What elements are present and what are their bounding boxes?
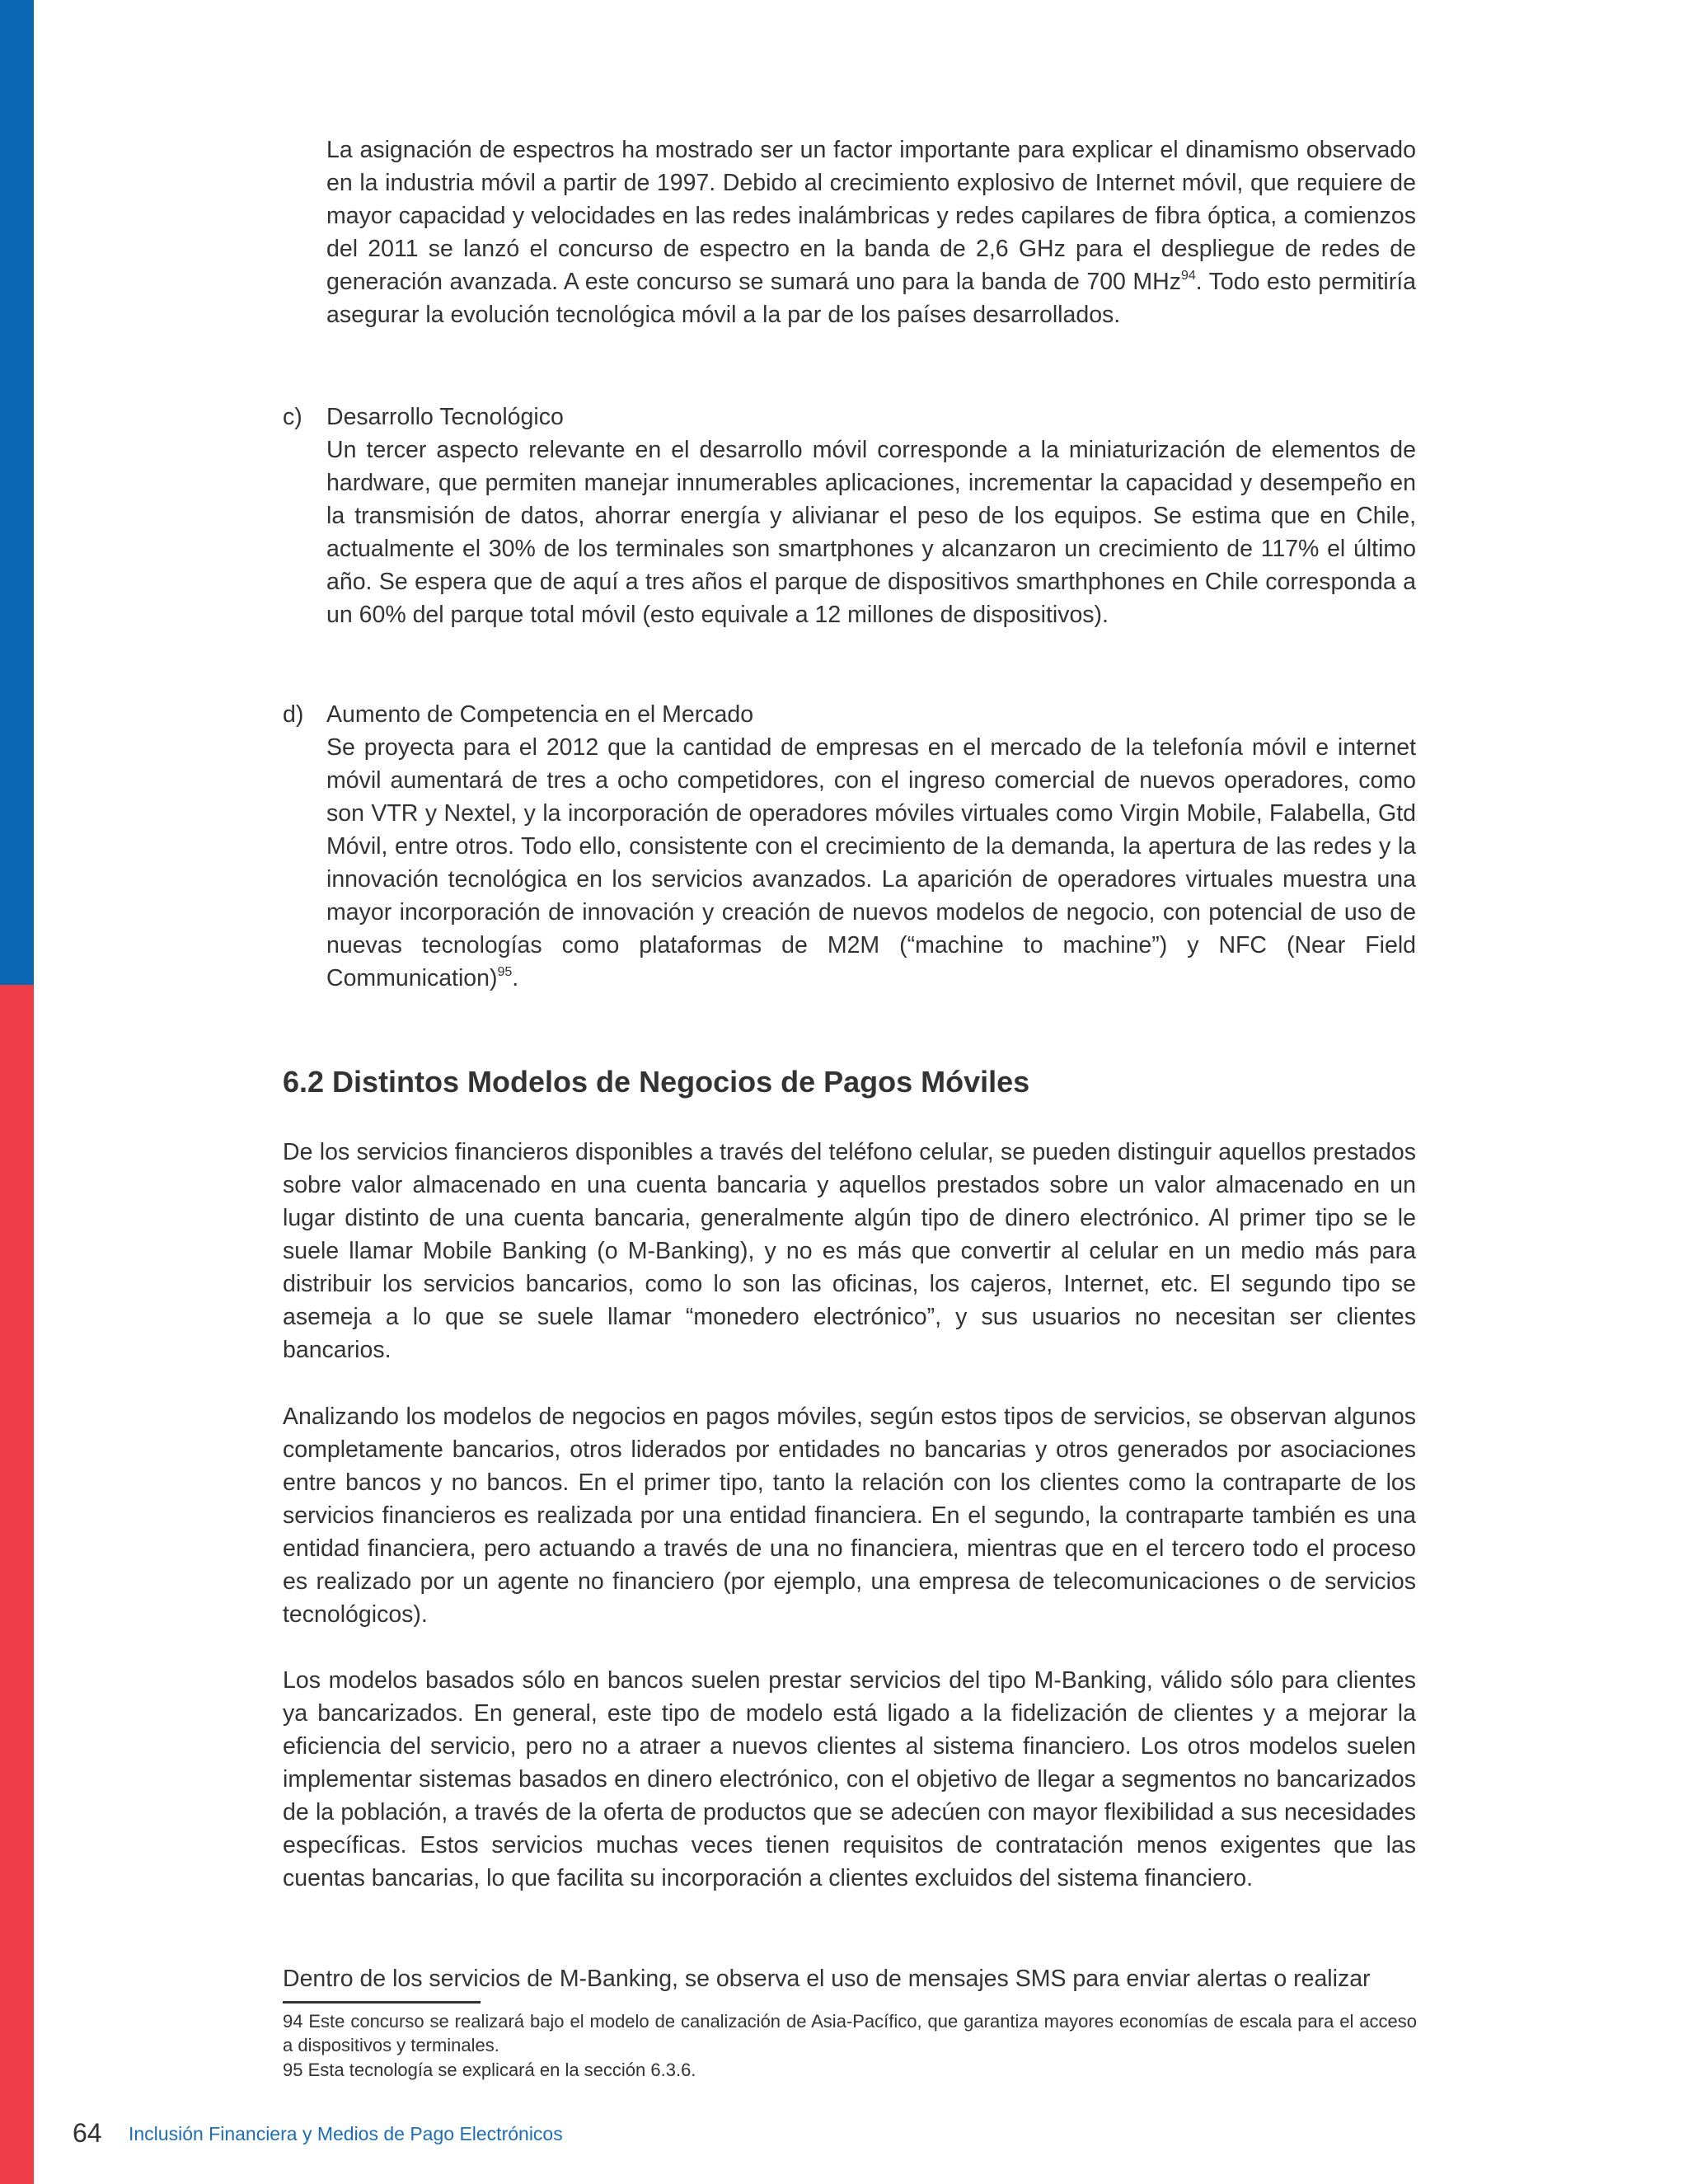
- body-paragraph-3: Los modelos basados sólo en bancos suelen prestar servicios del tipo M-Banking, válido sólo para clientes ya bancarizados. En general, este tipo de modelo está ligado a la fidelización de clientes y a mejorar la eficiencia del servicio, pero no a atraer a nuevos clientes al sistema financiero. Los otros modelos suelen implementar sistemas basados en dinero electrónico, con el objetivo de llegar a segmentos no bancarizados de la población, a través de la oferta de productos que se adecúen con mayor flexibilidad a sus necesidades específicas. Estos servicios muchas veces tienen requisitos de contratación menos exigentes que las cuentas bancarias, lo que facilita su incorporación a clientes excluidos del sistema financiero.: [283, 1667, 1416, 1891]
- intro-paragraph: La asignación de espectros ha mostrado ser un factor importante para explicar el dinamismo observado en la industria móvil a partir de 1997. Debido al crecimiento explosivo de Internet móvil, que requiere de mayor capacidad y velocidades en las redes inalámbricas y redes capilares de fibra óptica, a comienzos del 2011 se lanzó el concurso de espectro en la banda de 2,6 GHz para el despliegue de redes de generación avanzada. A este concurso se sumará uno para la banda de 700 MHz$^{94}$. Todo esto permitiría asegurar la evolución tecnológica móvil a la par de los países desarrollados.: [326, 137, 1416, 328]
- footnote-95: 95 Esta tecnología se explicará en la sección 6.3.6.: [283, 2060, 696, 2080]
- item-c-title: Desarrollo Tecnológico: [326, 404, 564, 430]
- side-color-bar-top: [0, 0, 34, 985]
- item-d-text: Se proyecta para el 2012 que la cantidad de empresas en el mercado de la telefonía móvil e internet móvil aumentará de tres a ocho competidores, con el ingreso comercial de nuevos operadores, como son VTR y Nextel, y la incorporación de operadores móviles virtuales como Virgin Mobile, Falabella, Gtd Móvil, entre otros. Todo ello, consistente con el crecimiento de la demanda, la apertura de las redes y la innovación tecnológica en los servicios avanzados. La aparición de operadores virtuales muestra una mayor incorporación de innovación y creación de nuevos modelos de negocio, con potencial de uso de nuevas tecnologías como plataformas de M2M (“machine to machine”) y NFC (Near Field Communication)$^{95}$.: [326, 734, 1416, 991]
- section-heading: 6.2 Distintos Modelos de Negocios de Pagos Móviles: [283, 1065, 1030, 1099]
- item-d-title: Aumento de Competencia en el Mercado: [326, 701, 754, 728]
- page-number: 64: [73, 2118, 102, 2148]
- item-c-text: Un tercer aspecto relevante en el desarrollo móvil corresponde a la miniaturización de elementos de hardware, que permiten manejar innumerables aplicaciones, incrementar la capacidad y desempeño en la transmisión de datos, ahorrar energía y alivianar el peso de los equipos. Se estima que en Chile, actualmente el 30% de los terminales son smartphones y alcanzaron un crecimiento de 117% el último año. Se espera que de aquí a tres años el parque de dispositivos smarthphones en Chile corresponda a un 60% del parque total móvil (esto equivale a 12 millones de dispositivos).: [326, 437, 1416, 628]
- body-paragraph-1: De los servicios financieros disponibles a través del teléfono celular, se pueden distinguir aquellos prestados sobre valor almacenado en una cuenta bancaria y aquellos prestados sobre un valor almacenado en un lugar distinto de una cuenta bancaria, generalmente algún tipo de dinero electrónico. Al primer tipo se le suele llamar Mobile Banking (o M-Banking), y no es más que convertir al celular en un medio más para distribuir los servicios bancarios, como lo son las oficinas, los cajeros, Internet, etc. El segundo tipo se asemeja a lo que se suele llamar “monedero electrónico”, y sus usuarios no necesitan ser clientes bancarios.: [283, 1139, 1416, 1363]
- footnote-ref-95[interactable]: 95: [497, 965, 513, 979]
- body-paragraph-4: Dentro de los servicios de M-Banking, se observa el uso de mensajes SMS para enviar alertas o realizar: [283, 1966, 1371, 1992]
- running-title: Inclusión Financiera y Medios de Pago Electrónicos: [129, 2123, 563, 2144]
- footnote-divider: [283, 2001, 481, 2004]
- footnote-94: 94 Este concurso se realizará bajo el modelo de canalización de Asia-Pacífico, que garantiza mayores economías de escala para el acceso a dispositivos y terminales.: [283, 2011, 1417, 2055]
- side-color-bar-bottom: [0, 985, 34, 2184]
- footnote-ref-94[interactable]: 94: [1180, 269, 1196, 283]
- body-paragraph-2: Analizando los modelos de negocios en pagos móviles, según estos tipos de servicios, se observan algunos completamente bancarios, otros liderados por entidades no bancarias y otros generados por asociaciones entre bancos y no bancos. En el primer tipo, tanto la relación con los clientes como la contraparte de los servicios financieros es realizada por una entidad financiera. En el segundo, la contraparte también es una entidad financiera, pero actuando a través de una no financiera, mientras que en el tercero todo el proceso es realizado por un agente no financiero (por ejemplo, una empresa de telecomunicaciones o de servicios tecnológicos).: [283, 1404, 1416, 1628]
- item-d-letter: d): [283, 701, 304, 728]
- item-c-letter: c): [283, 404, 302, 430]
